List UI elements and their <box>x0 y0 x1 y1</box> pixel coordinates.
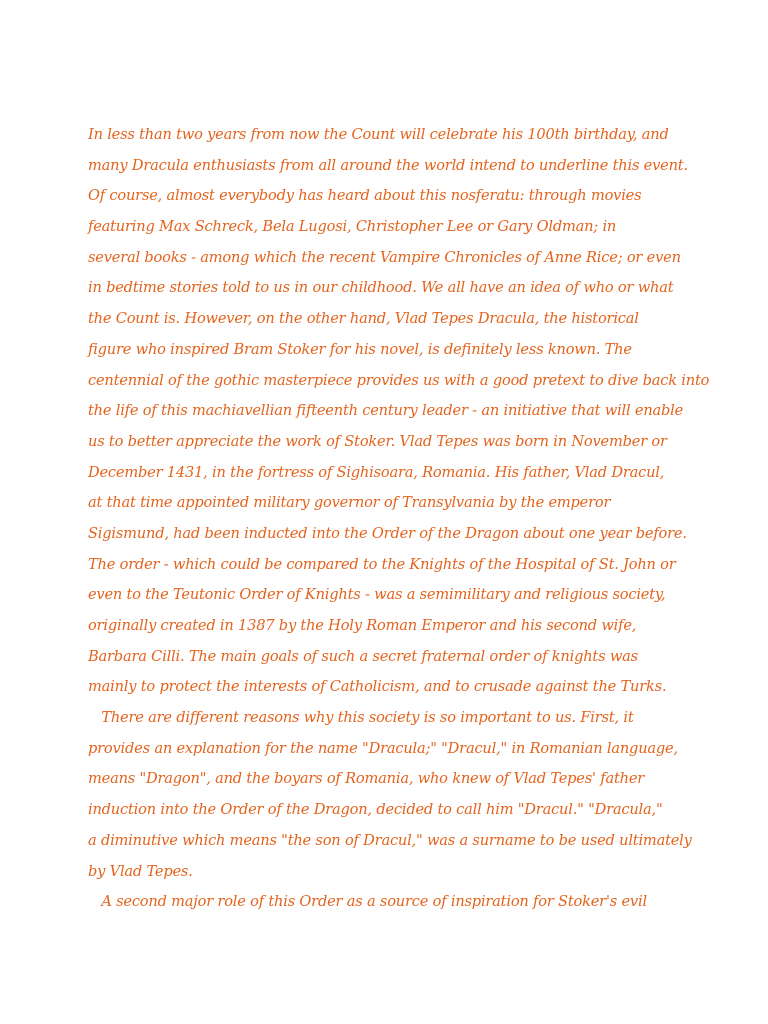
text-line: originally created in 1387 by the Holy Roman Emperor and his second wife, <box>88 617 637 634</box>
text-line: the Count is. However, on the other hand, Vlad Tepes Dracula, the historical <box>88 310 639 328</box>
text-line: a diminutive which means "the son of Dracul," was a surname to be used ultimately <box>88 831 692 849</box>
text-line: even to the Teutonic Order of Knights - was a semimilitary and religious society, <box>88 586 666 604</box>
text-line: Sigismund, had been inducted into the Order of the Dragon about one year before. <box>88 524 687 542</box>
text-line: mainly to protect the interests of Catholicism, and to crusade against the Turks. <box>88 678 667 696</box>
text-line: December 1431, in the fortress of Sighisoara, Romania. His father, Vlad Dracul, <box>88 463 665 481</box>
text-line: at that time appointed military governor of Transylvania by the emperor <box>88 494 611 512</box>
text-line: many Dracula enthusiasts from all around the world intend to underline this event. <box>88 156 688 174</box>
text-line: A second major role of this Order as a source of inspiration for Stoker's evil <box>88 893 647 911</box>
text-line: by Vlad Tepes. <box>88 862 193 880</box>
text-line: In less than two years from now the Count will celebrate his 100th birthday, and <box>88 126 669 143</box>
text-line: featuring Max Schreck, Bela Lugosi, Christopher Lee or Gary Oldman; in <box>88 218 617 236</box>
text-line: in bedtime stories told to us in our childhood. We all have an idea of who or what <box>88 279 674 297</box>
text-line: The order - which could be compared to the Knights of the Hospital of St. John or <box>88 555 676 573</box>
text-line: centennial of the gothic masterpiece provides us with a good pretext to dive back into <box>88 371 710 389</box>
text-line: induction into the Order of the Dragon, decided to call him "Dracul." "Dracula," <box>88 801 663 819</box>
text-line: provides an explanation for the name "Dracula;" "Dracul," in Romanian language, <box>88 739 678 757</box>
text-line: Barbara Cilli. The main goals of such a secret fraternal order of knights was <box>88 647 638 665</box>
text-line: There are different reasons why this society is so important to us. First, it <box>88 709 634 727</box>
text-line: the life of this machiavellian fifteenth century leader - an initiative that will enable <box>88 402 684 420</box>
text-line: means "Dragon", and the boyars of Romania, who knew of Vlad Tepes' father <box>88 770 645 788</box>
text-line: us to better appreciate the work of Stoker. Vlad Tepes was born in November or <box>88 432 667 450</box>
text-line: Of course, almost everybody has heard about this nosferatu: through movies <box>88 187 642 205</box>
body-text <box>88 120 728 918</box>
text-line: figure who inspired Bram Stoker for his novel, is definitely less known. The <box>88 340 632 358</box>
text-line: several books - among which the recent Vampire Chronicles of Anne Rice; or even <box>88 248 681 266</box>
